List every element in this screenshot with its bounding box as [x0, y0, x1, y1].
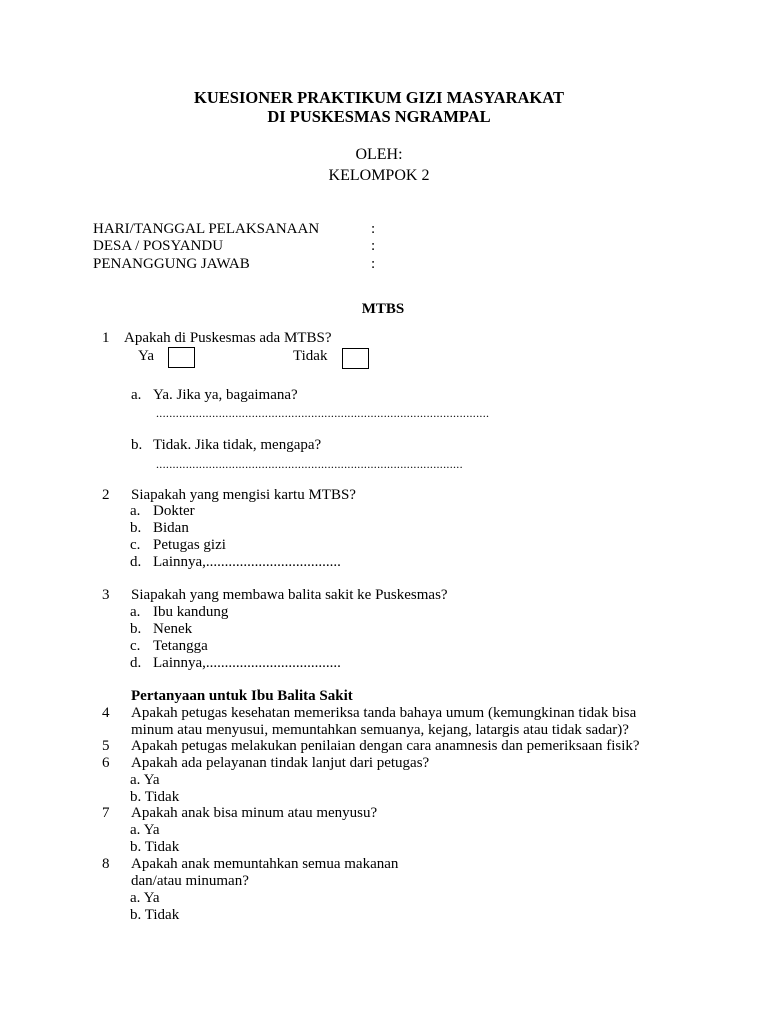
q3-option-text: Lainnya,....................................: [153, 655, 341, 671]
q2-option-marker: b.: [130, 520, 142, 536]
q3-text: Siapakah yang membawa balita sakit ke Puskesmas?: [131, 587, 448, 603]
q3-option-marker: d.: [130, 655, 142, 671]
q3-option-marker: c.: [130, 638, 141, 654]
q1-yes-checkbox[interactable]: [168, 347, 195, 368]
q2-text: Siapakah yang mengisi kartu MTBS?: [131, 487, 356, 503]
q6-option-yes: a. Ya: [130, 772, 160, 788]
q7-text: Apakah anak bisa minum atau menyusu?: [131, 805, 378, 821]
q2-option-text: Dokter: [153, 503, 195, 519]
q7-option-yes: a. Ya: [130, 822, 160, 838]
by-label: OLEH:: [355, 146, 403, 163]
q3-option-marker: a.: [130, 604, 141, 620]
q5-text: Apakah petugas melakukan penilaian dengan cara anamnesis dan pemeriksaan fisik?: [131, 738, 640, 754]
q8-number: 8: [102, 856, 110, 872]
q4-text-line1: Apakah petugas kesehatan memeriksa tanda bahaya umum (kemungkinan tidak bisa: [131, 705, 637, 721]
q2-option-marker: a.: [130, 503, 141, 519]
document-title-line1: KUESIONER PRAKTIKUM GIZI MASYARAKAT: [194, 88, 564, 107]
info-sep-responsible: :: [371, 256, 376, 272]
q7-number: 7: [102, 805, 110, 821]
document-title-line2: DI PUSKESMAS NGRAMPAL: [267, 107, 491, 126]
q3-option-text: Ibu kandung: [153, 604, 229, 620]
q2-option-text: Lainnya,....................................: [153, 554, 341, 570]
q3-number: 3: [102, 587, 110, 603]
info-label-village: DESA / POSYANDU: [93, 238, 224, 254]
q5-number: 5: [102, 738, 110, 754]
q4-number: 4: [102, 705, 110, 721]
q8-text-line1: Apakah anak memuntahkan semua makanan: [131, 856, 399, 872]
group-name: KELOMPOK 2: [328, 167, 430, 184]
q1-b-marker: b.: [131, 437, 143, 453]
q6-text: Apakah ada pelayanan tindak lanjut dari petugas?: [131, 755, 430, 771]
q1-no-label: Tidak: [293, 348, 328, 364]
info-label-date: HARI/TANGGAL PELAKSANAAN: [93, 221, 320, 237]
q6-number: 6: [102, 755, 110, 771]
q2-option-marker: c.: [130, 537, 141, 553]
q1-no-checkbox[interactable]: [342, 348, 369, 369]
section-title: MTBS: [361, 301, 405, 317]
q1-text: Apakah di Puskesmas ada MTBS?: [124, 330, 332, 346]
q1-a-marker: a.: [131, 387, 142, 403]
q8-option-no: b. Tidak: [130, 907, 180, 923]
q3-option-text: Tetangga: [153, 638, 208, 654]
subsection-title: Pertanyaan untuk Ibu Balita Sakit: [131, 688, 353, 704]
q1-a-answer-line[interactable]: .....................................................................................................: [156, 406, 490, 420]
q3-option-text: Nenek: [153, 621, 193, 637]
q2-option-marker: d.: [130, 554, 142, 570]
q8-option-yes: a. Ya: [130, 890, 160, 906]
q1-a-text: Ya. Jika ya, bagaimana?: [153, 387, 298, 403]
q2-number: 2: [102, 487, 110, 503]
q3-option-marker: b.: [130, 621, 142, 637]
q1-number: 1: [102, 330, 110, 346]
q1-b-text: Tidak. Jika tidak, mengapa?: [153, 437, 322, 453]
q2-option-text: Petugas gizi: [153, 537, 226, 553]
q6-option-no: b. Tidak: [130, 789, 180, 805]
info-sep-date: :: [371, 221, 376, 237]
q2-option-text: Bidan: [153, 520, 189, 536]
q1-b-answer-line[interactable]: .............................................................................................: [156, 457, 463, 471]
info-sep-village: :: [371, 238, 376, 254]
q7-option-no: b. Tidak: [130, 839, 180, 855]
q1-yes-label: Ya: [138, 348, 154, 364]
q4-text-line2: minum atau menyusui, memuntahkan semuanya, kejang, latargis atau tidak sadar)?: [131, 722, 629, 738]
info-label-responsible: PENANGGUNG JAWAB: [93, 256, 250, 272]
q8-text-line2: dan/atau minuman?: [131, 873, 249, 889]
